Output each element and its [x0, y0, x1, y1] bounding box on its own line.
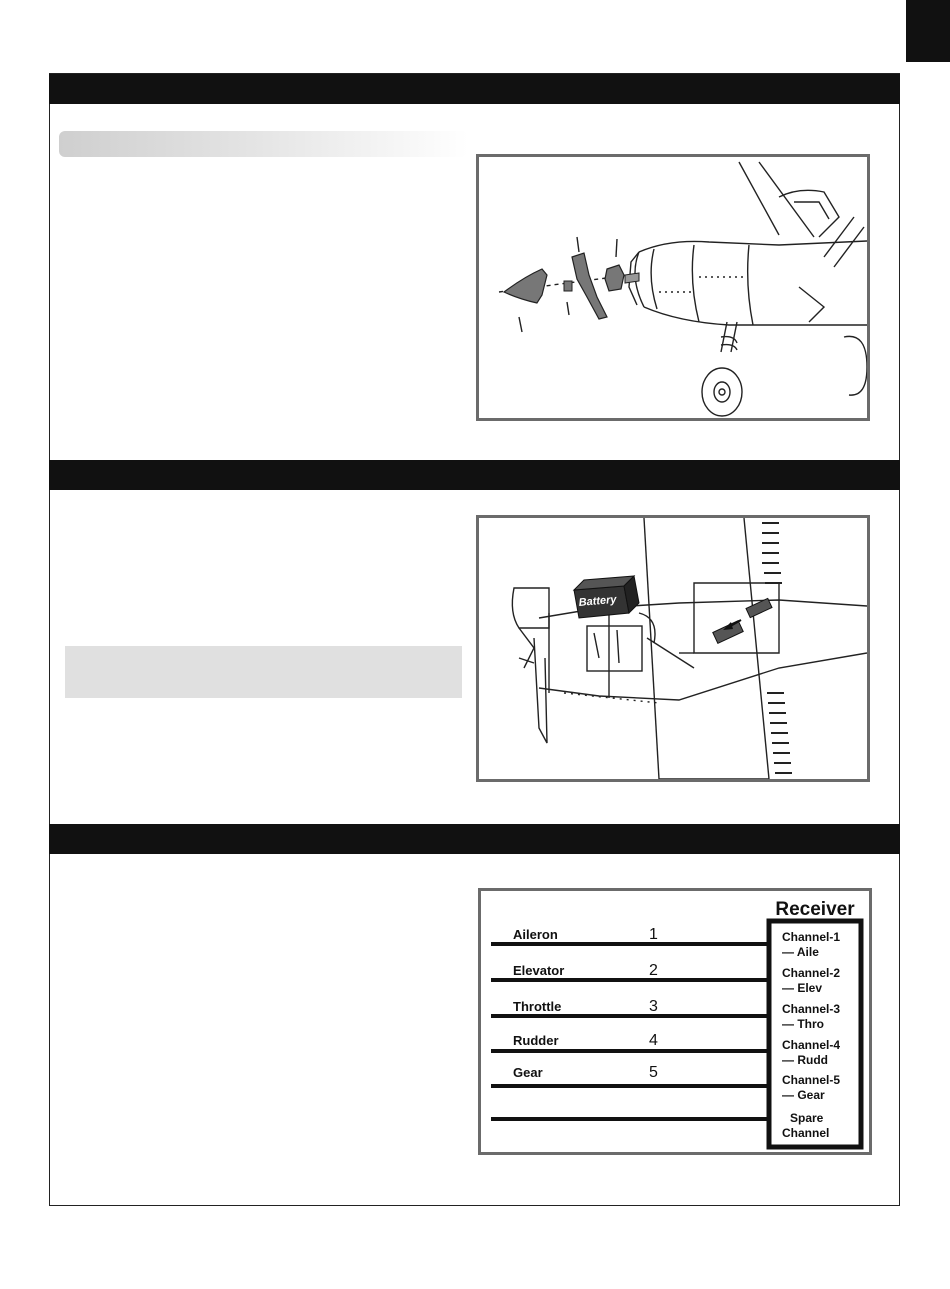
section-header-bar-3: [49, 824, 900, 854]
port-label: — Gear: [782, 1088, 825, 1102]
function-label: Gear: [513, 1065, 543, 1080]
channel-number: 2: [649, 962, 658, 979]
subheading-strip: [59, 131, 468, 157]
battery-pack: [574, 576, 639, 618]
function-label: Rudder: [513, 1033, 559, 1048]
port-label: Channel-5: [782, 1073, 841, 1087]
function-label: Throttle: [513, 999, 562, 1014]
battery-installation-figure: [476, 515, 870, 782]
propeller-installation-figure: [476, 154, 870, 421]
receiver-title: Receiver: [775, 899, 855, 920]
propeller-part: [572, 253, 607, 319]
channel-number: 3: [649, 998, 658, 1015]
port-label: Channel: [782, 1126, 830, 1140]
spinner-part: [504, 269, 547, 303]
port-label: — Thro: [782, 1017, 824, 1031]
port-label: — Aile: [782, 945, 819, 959]
port-label: — Rudd: [782, 1053, 828, 1067]
port-label: — Elev: [782, 981, 823, 995]
section-header-bar-1: [49, 74, 900, 104]
page-corner-tab: [906, 0, 950, 62]
prop-nut-part: [564, 281, 572, 291]
propeller-illustration: [479, 157, 867, 418]
battery-illustration: [479, 518, 867, 779]
port-label: Channel-1: [782, 930, 841, 944]
port-label: Channel-2: [782, 966, 841, 980]
channel-number: 5: [649, 1064, 658, 1081]
battery-label: Battery: [578, 593, 618, 609]
port-label: Channel-4: [782, 1038, 841, 1052]
section-header-bar-2: [49, 460, 900, 490]
channel-number: 1: [649, 926, 658, 943]
note-box: [65, 646, 462, 698]
port-label: Spare: [790, 1111, 824, 1125]
prop-adapter-part: [605, 265, 624, 291]
channel-number: 4: [649, 1032, 658, 1049]
receiver-diagram: [481, 891, 869, 1152]
receiver-channel-figure: [478, 888, 872, 1155]
function-label: Elevator: [513, 963, 565, 978]
port-label: Channel-3: [782, 1002, 841, 1016]
function-label: Aileron: [513, 927, 558, 942]
